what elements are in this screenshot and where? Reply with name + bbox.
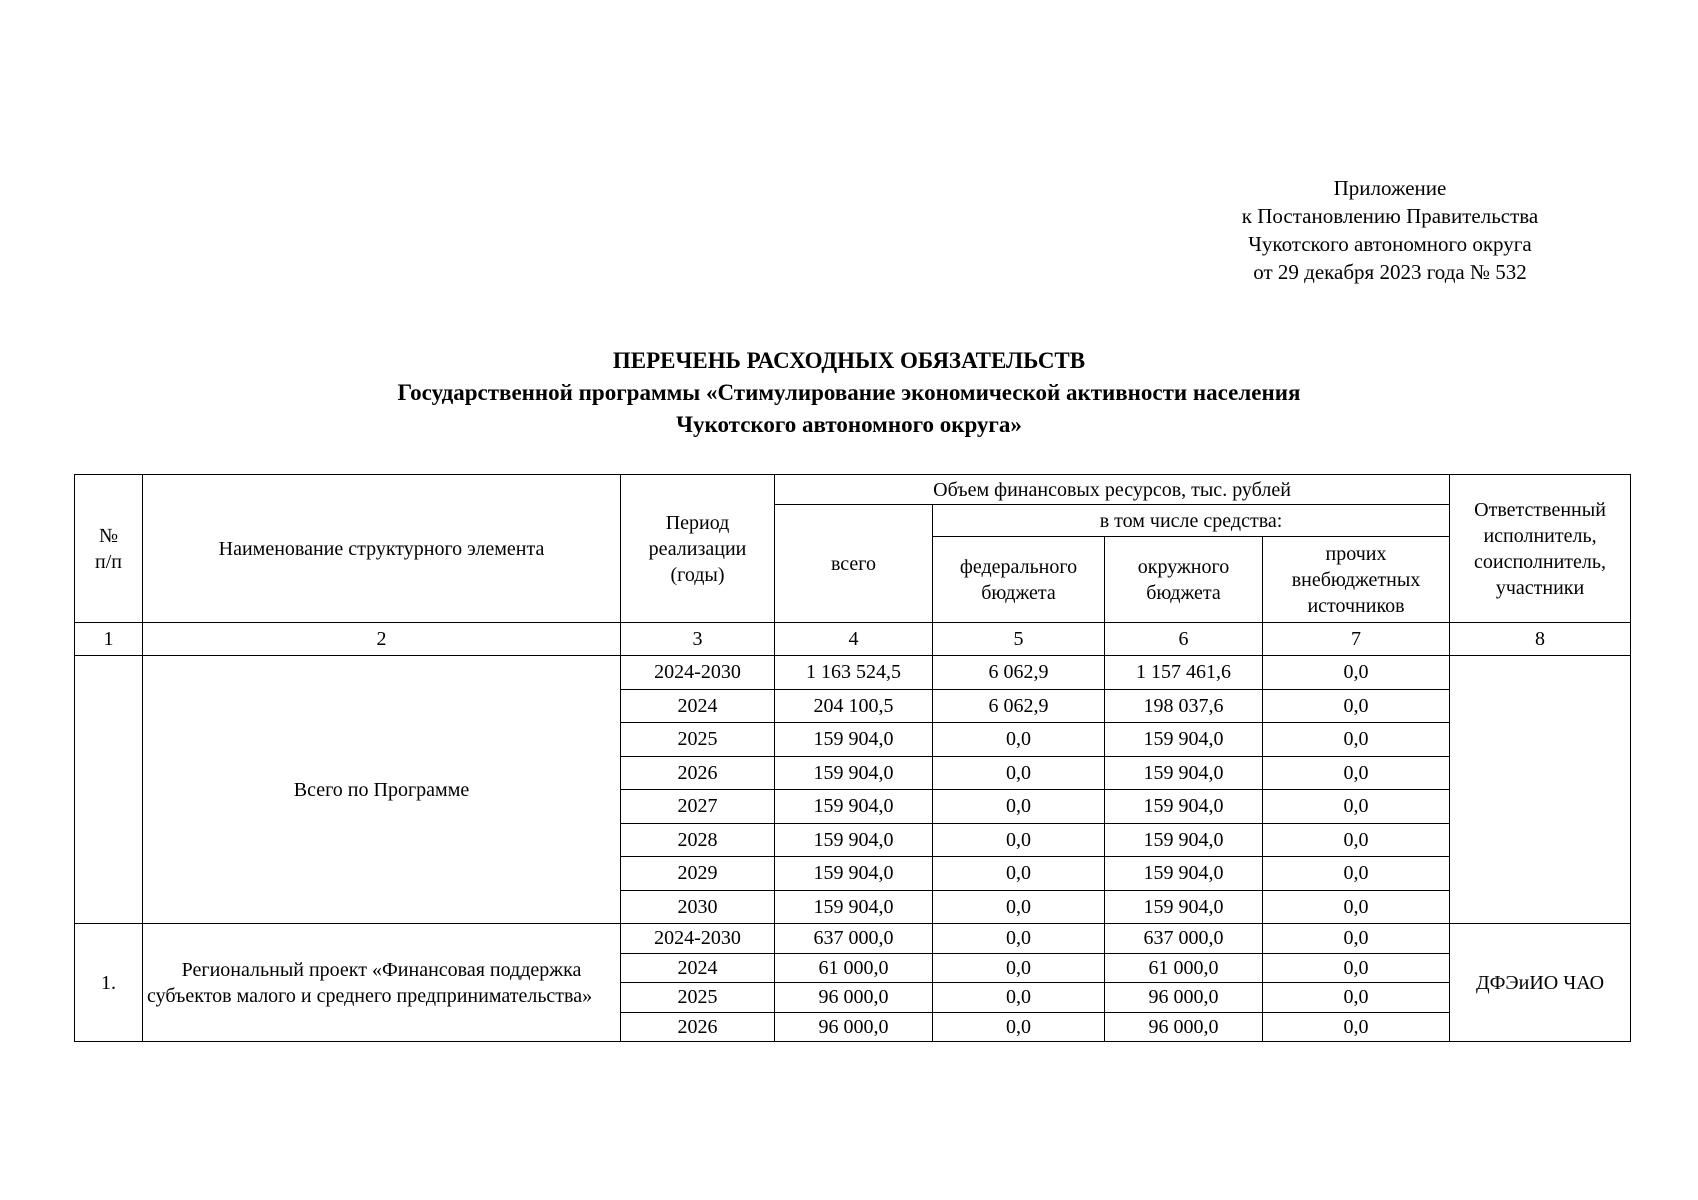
period-cell: 2024 — [621, 953, 775, 983]
district-cell: 1 157 461,6 — [1105, 656, 1263, 690]
other-cell: 0,0 — [1263, 689, 1450, 723]
total-cell: 159 904,0 — [775, 723, 933, 757]
federal-cell: 0,0 — [933, 890, 1105, 924]
header-federal — [933, 537, 1105, 623]
title-line-3: Чукотского автономного округа» — [676, 412, 1022, 437]
appendix-line-1: Приложение — [1333, 176, 1447, 200]
total-cell: 159 904,0 — [775, 790, 933, 824]
period-cell: 2024-2030 — [621, 656, 775, 690]
column-number: 6 — [1105, 623, 1263, 656]
header-district-line-1: окружного — [1137, 555, 1230, 578]
total-cell: 159 904,0 — [775, 890, 933, 924]
header-other-line-3: источников — [1307, 594, 1405, 617]
header-name: Наименование структурного элемента — [143, 475, 621, 623]
appendix-line-4: от 29 декабря 2023 года № 532 — [1253, 260, 1527, 284]
other-cell: 0,0 — [1263, 924, 1450, 954]
period-cell: 2026 — [621, 756, 775, 790]
header-federal-line-2: бюджета — [981, 581, 1056, 604]
header-including: в том числе средства: — [933, 505, 1450, 537]
district-cell: 96 000,0 — [1105, 983, 1263, 1013]
district-cell: 159 904,0 — [1105, 890, 1263, 924]
period-cell: 2030 — [621, 890, 775, 924]
district-cell: 159 904,0 — [1105, 790, 1263, 824]
period-cell: 2024 — [621, 689, 775, 723]
district-cell: 637 000,0 — [1105, 924, 1263, 954]
header-other-line-2: внебюджетных — [1291, 568, 1421, 591]
appendix-block — [1180, 174, 1600, 286]
district-cell: 159 904,0 — [1105, 823, 1263, 857]
federal-cell: 0,0 — [933, 756, 1105, 790]
header-period-line-1: Период — [665, 511, 730, 534]
total-executor-cell — [1450, 656, 1631, 924]
other-cell: 0,0 — [1263, 953, 1450, 983]
other-cell: 0,0 — [1263, 857, 1450, 891]
header-executor — [1450, 475, 1631, 623]
period-cell: 2024-2030 — [621, 924, 775, 954]
other-cell: 0,0 — [1263, 656, 1450, 690]
column-number: 8 — [1450, 623, 1631, 656]
project-executor-cell: ДФЭиИО ЧАО — [1450, 924, 1631, 1042]
total-cell: 159 904,0 — [775, 756, 933, 790]
total-cell: 204 100,5 — [775, 689, 933, 723]
header-num-line-1: № — [98, 524, 119, 547]
header-volume: Объем финансовых ресурсов, тыс. рублей — [775, 475, 1450, 505]
district-cell: 159 904,0 — [1105, 723, 1263, 757]
header-other-line-1: прочих — [1325, 542, 1387, 565]
total-cell: 637 000,0 — [775, 924, 933, 954]
total-cell: 159 904,0 — [775, 823, 933, 857]
other-cell: 0,0 — [1263, 890, 1450, 924]
document-title — [0, 345, 1698, 441]
header-exec-line-3: соисполнитель, — [1474, 550, 1607, 573]
project-name-cell: Региональный проект «Финансовая поддержка субъектов малого и среднего предпринимательства» — [143, 924, 621, 1042]
district-cell: 159 904,0 — [1105, 756, 1263, 790]
federal-cell: 6 062,9 — [933, 689, 1105, 723]
period-cell: 2025 — [621, 983, 775, 1013]
header-num-line-2: п/п — [95, 550, 122, 573]
header-period-line-3: (годы) — [670, 563, 725, 586]
header-exec-line-4: участники — [1495, 576, 1585, 599]
federal-cell: 0,0 — [933, 924, 1105, 954]
column-number: 5 — [933, 623, 1105, 656]
column-number: 7 — [1263, 623, 1450, 656]
total-cell: 1 163 524,5 — [775, 656, 933, 690]
project-num-cell: 1. — [75, 924, 143, 1042]
federal-cell: 0,0 — [933, 857, 1105, 891]
header-total: всего — [775, 505, 933, 623]
district-cell: 198 037,6 — [1105, 689, 1263, 723]
header-federal-line-1: федерального — [959, 555, 1078, 578]
federal-cell: 6 062,9 — [933, 656, 1105, 690]
title-line-1: ПЕРЕЧЕНЬ РАСХОДНЫХ ОБЯЗАТЕЛЬСТВ — [612, 348, 1086, 373]
federal-cell: 0,0 — [933, 953, 1105, 983]
period-cell: 2026 — [621, 1012, 775, 1042]
table-body — [75, 623, 1631, 1042]
other-cell: 0,0 — [1263, 756, 1450, 790]
period-cell: 2027 — [621, 790, 775, 824]
total-cell: 61 000,0 — [775, 953, 933, 983]
header-period — [621, 475, 775, 623]
appendix-line-2: к Постановлению Правительства — [1241, 204, 1539, 228]
total-num-cell — [75, 656, 143, 924]
federal-cell: 0,0 — [933, 823, 1105, 857]
column-number: 2 — [143, 623, 621, 656]
federal-cell: 0,0 — [933, 1012, 1105, 1042]
period-cell: 2029 — [621, 857, 775, 891]
other-cell: 0,0 — [1263, 790, 1450, 824]
federal-cell: 0,0 — [933, 790, 1105, 824]
column-number: 1 — [75, 623, 143, 656]
appendix-line-3: Чукотского автономного округа — [1248, 232, 1532, 256]
table-header — [75, 475, 1631, 623]
district-cell: 96 000,0 — [1105, 1012, 1263, 1042]
other-cell: 0,0 — [1263, 723, 1450, 757]
other-cell: 0,0 — [1263, 823, 1450, 857]
header-other — [1263, 537, 1450, 623]
column-number: 4 — [775, 623, 933, 656]
federal-cell: 0,0 — [933, 723, 1105, 757]
header-district-line-2: бюджета — [1146, 581, 1221, 604]
project-row — [75, 924, 1631, 954]
header-exec-line-2: исполнитель, — [1483, 524, 1597, 547]
header-period-line-2: реализации — [648, 537, 747, 560]
total-cell: 96 000,0 — [775, 983, 933, 1013]
header-exec-line-1: Ответственный — [1474, 498, 1606, 521]
period-cell: 2028 — [621, 823, 775, 857]
expenses-table — [74, 474, 1631, 1042]
header-district — [1105, 537, 1263, 623]
total-name-cell: Всего по Программе — [143, 656, 621, 924]
other-cell: 0,0 — [1263, 1012, 1450, 1042]
other-cell: 0,0 — [1263, 983, 1450, 1013]
total-row — [75, 656, 1631, 690]
title-line-2: Государственной программы «Стимулирование экономической активности населения — [397, 380, 1301, 405]
column-numbers-row — [75, 623, 1631, 656]
total-cell: 96 000,0 — [775, 1012, 933, 1042]
header-num — [75, 475, 143, 623]
total-cell: 159 904,0 — [775, 857, 933, 891]
period-cell: 2025 — [621, 723, 775, 757]
column-number: 3 — [621, 623, 775, 656]
district-cell: 159 904,0 — [1105, 857, 1263, 891]
district-cell: 61 000,0 — [1105, 953, 1263, 983]
federal-cell: 0,0 — [933, 983, 1105, 1013]
